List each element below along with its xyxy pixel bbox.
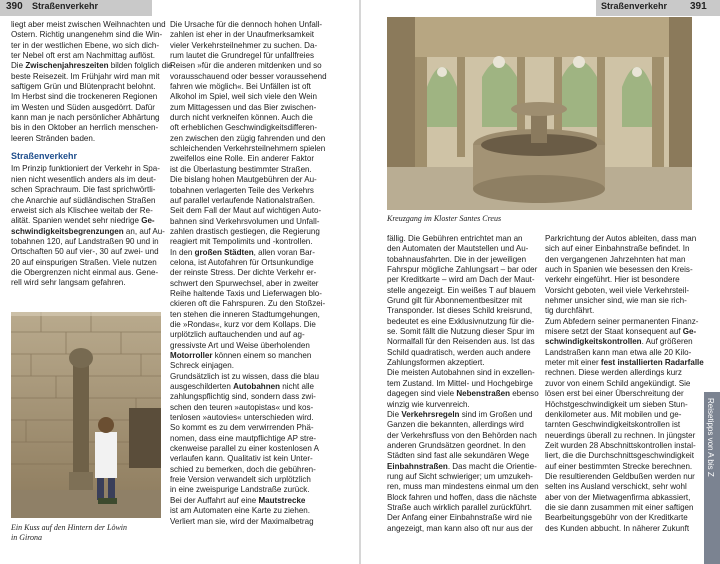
text-line: rechnen. Diese werden allerdings kurz	[545, 368, 682, 378]
text-line: Landstraßen kann man etwa alle 20 Kilo-	[545, 347, 692, 357]
text-line: Bei der Auffahrt auf eine Mautstrecke	[170, 495, 306, 505]
text-line: Parkrichtung der Autos ableiten, dass man	[545, 234, 697, 243]
text-line: die Obergrenzen nicht einmal aus. Gene-	[11, 267, 159, 277]
text-line: rell wird sehr langsam gefahren.	[11, 278, 126, 288]
text-line: ter Nebel oft erst am Nachmittag auflöst.	[11, 51, 156, 61]
text-line: vieler Verkehrsteilnehmer zu suchen. Da-	[170, 40, 318, 50]
text-line: celona, ist Autofahren für Ortsunkundige	[170, 257, 314, 267]
text-line: denkilometer aus. Mit mobilen und ge-	[545, 409, 682, 419]
text-line: Einbahnstraßen. Das macht die Orientie-	[387, 461, 537, 471]
text-line: ter in der westlichen Ebene, wo sich dich-	[11, 40, 160, 50]
text-line: dagegen sind viele Nebenstraßen ebenso	[387, 389, 539, 399]
text-line: auch in Spanien wie besessen den Kreis-	[545, 265, 693, 275]
text-line: im Westen und Süden ausgedörrt. Dafür	[11, 102, 155, 112]
text-line: erweist sich als Klischee weitab der Re-	[11, 205, 153, 215]
text-line: des Kunden abbucht. In näherer Zukunft	[545, 523, 690, 533]
left-col2-text	[170, 20, 327, 527]
right-running-head: Straßenverkehr	[601, 1, 668, 11]
left-column-1	[11, 20, 173, 289]
text-line: Ortschaften 50 auf vier-, 30 auf zwei- und	[11, 247, 159, 257]
text-line: Alkohol im Spiel, weil sich viele den Wein	[170, 92, 317, 102]
text-line: zen zwischen den zügig fahrenden und den	[170, 133, 326, 143]
text-line: Im Prinzip funktioniert der Verkehr in Spa-	[11, 164, 160, 174]
text-line: ten stehen die inneren Stadtumgehungen,	[170, 309, 320, 319]
text-line: che Anarchie auf südländischen Straßen	[11, 195, 156, 205]
text-line: Der Anfang einer Einbahnstraße wird nie	[387, 513, 532, 523]
text-line: leeren Stränden baden.	[11, 133, 96, 143]
left-column-2	[170, 20, 327, 527]
left-caption-line-1: Ein Kuss auf den Hintern der Löwin	[11, 523, 128, 532]
section-heading: Straßenverkehr	[11, 151, 78, 162]
text-line: Seit dem Fall der Maut auf wichtigen Auto-	[170, 206, 322, 216]
text-line: Bearbeitungsgebühr von der Kreditkarte	[545, 513, 688, 523]
left-header-bar	[0, 0, 152, 16]
text-line: Städten sind fast alle sekundären Wege	[387, 451, 530, 461]
text-line: lösen erst bei einer Überschreitung der	[545, 389, 684, 399]
text-line: Reihe haltende Taxis und Lieferwagen blo-	[170, 288, 322, 298]
text-line: durch nicht verkneifen können. Auch die	[170, 113, 313, 123]
text-line: den vergangenen Jahrzehnten hat man	[545, 254, 686, 264]
text-line: tobahnen 120, auf Landstraßen 90 und in	[11, 236, 159, 246]
side-thumb-tab	[704, 392, 720, 564]
text-line: Im Herbst sind die trockeneren Regionen	[11, 92, 158, 102]
text-line: Verliert man sie, wird der Maximalbetrag	[170, 516, 314, 526]
text-line: tenlosen »autovies« unterschieden wird.	[170, 413, 314, 423]
text-line: fahren wie möglich«. Bei Unfällen ist oft	[170, 82, 311, 92]
text-line: Zum Abfedern seiner permanenten Finanz-	[545, 316, 699, 326]
left-page-number: 390	[6, 1, 23, 12]
left-col1-section-text	[11, 164, 163, 288]
text-line: Die meisten Autobahnen sind in exzellen-	[387, 368, 535, 378]
text-line: ist die Überlastung bestimmter Straßen.	[170, 164, 312, 174]
text-line: Straße auch wirklich parallel zurückführt.	[387, 502, 532, 512]
text-line: Reisen »für die anderen mitdenken und so	[170, 61, 322, 71]
text-line: nehmer unsicher sind, wie man sie rich-	[545, 296, 687, 306]
text-line: liert, die die Durchschnittsgeschwindigkeit	[545, 451, 694, 461]
text-line: zum Mittagessen und das Bier zwischen-	[170, 102, 317, 112]
text-line: Transponder. Ist dieses Schild kreisrund,	[387, 306, 533, 316]
text-line: auf einer bestimmten Strecke berechnen.	[545, 461, 693, 471]
right-col1-text	[387, 234, 539, 534]
text-line: kann man je nach persönlicher Abhärtung	[11, 113, 160, 123]
text-line: Motorroller können einem so manchen	[170, 351, 312, 360]
text-line: nomen, dass eine mautpflichtige AP stre-	[170, 433, 317, 443]
text-line: schwindigkeitsbegrenzungen an, auf Au-	[11, 226, 165, 236]
text-line: alität. Spanien wendet sehr niedrige Ge-	[11, 216, 155, 226]
text-line: ausgeschilderten Autobahnen nicht alle	[170, 382, 315, 392]
text-line: die »Rondas«, kurz vor dem Kollaps. Die	[170, 319, 316, 329]
text-line: tobahnen verlagerten Teile des Verkehrs	[170, 185, 314, 195]
text-line: Grund gilt für Abonnementbesitzer mit	[387, 296, 523, 306]
text-line: zahlen ist eher in der Unaufmerksamkeit	[170, 30, 315, 40]
text-line: selten ins Ausland verschickt, sehr wohl	[545, 482, 687, 492]
text-line: der Verkehrsfluss von den Behörden nach	[387, 430, 537, 440]
text-line: reagiert mit Tempolimits und -kontrollen.	[170, 237, 313, 247]
text-line: der reinste Stress. Der dichte Verkehr er-	[170, 268, 317, 278]
text-line: tarnten Geschwindigkeitskontrollen ist	[545, 420, 681, 430]
text-line: meter mit einer fest installierten Radarfalle	[545, 358, 704, 368]
text-line: bis in den Oktober an herrlich menschen-	[11, 123, 159, 133]
text-line: liegt aber meist zwischen Weihnachten und	[11, 20, 166, 29]
text-line: die sie dann zusammen mit einer saftigen	[545, 502, 694, 512]
right-photo-caption: Kreuzgang im Kloster Santes Creus	[387, 214, 502, 223]
text-line: sich auf einer Einbahnstraße befindet. In	[545, 244, 690, 254]
text-line: schen Sprachraum. Die fast sprichwörtli-	[11, 185, 156, 195]
text-line: schwert den Spurwechsel, aber in zweiter	[170, 278, 319, 288]
text-line: ckieren oft die Fahrspuren. Zu den Stoßzei-	[170, 299, 326, 309]
text-line: Zeit wurden 28 Abschnittskontrollen instal-	[545, 440, 696, 450]
text-line: Die Verkehrsregeln sind im Großen und	[387, 409, 533, 419]
text-line: stelle angezeigt. Ein weißes T auf blauem	[387, 285, 536, 295]
text-line: Schild quadratisch, werden auch andere	[387, 347, 531, 357]
text-line: den Automaten der Mautstellen und Au-	[387, 244, 529, 254]
text-line: Höchstgeschwindigkeit um sieben Stun-	[545, 399, 688, 409]
photo-girona-lioness	[11, 312, 161, 518]
text-line: Fahrspur mögliche Zahlungsart – bar oder	[387, 265, 538, 275]
text-line: freie Version verwandelt sich urplötzlich	[170, 475, 311, 485]
text-line: So kommt es zu dem verwirrenden Phä-	[170, 423, 314, 433]
text-line: schied zu bemerken, doch die gebühren-	[170, 464, 316, 474]
text-line: vorausschauend oder besser voraussehend	[170, 71, 327, 81]
text-line: ren, muss man mindestens einmal um den	[387, 482, 539, 492]
text-line: gressivste Art und Weise überholenden	[170, 340, 310, 350]
text-line: Die Zwischenjahreszeiten bilden folglich die	[11, 61, 173, 71]
text-line: se. Somit fällt die Nutzung dieser Spur im	[387, 327, 535, 337]
text-line: schwindigkeitskontrollen. Auf größeren	[545, 337, 693, 347]
text-line: zahlungspflichtig sind, sondern dass zwi-	[170, 392, 316, 402]
text-line: rung auf Sicht schwieriger; um umzukeh-	[387, 471, 533, 481]
text-line: ist am Automaten eine Karte zu ziehen.	[170, 506, 311, 516]
text-line: schen den teuren »autopistas« und kos-	[170, 402, 314, 412]
text-line: 20 auf einspurigen Straßen. Viele nutzen	[11, 257, 157, 267]
side-tab-label: Reisetipps von A bis Z	[706, 398, 715, 477]
text-line: Ostern. Richtig unangenehm sind die Win-	[11, 30, 163, 40]
text-line: Block fahren und hoffen, dass die nächste	[387, 492, 537, 502]
text-line: In den großen Städten, allen voran Bar-	[170, 247, 315, 257]
text-line: fällig. Die Gebühren entrichtet man an	[387, 234, 523, 243]
text-line: urplötzlich auftauchenden und auf ag-	[170, 330, 305, 340]
text-line: Die Ursache für die dennoch hohen Unfall-	[170, 20, 323, 29]
text-line: Die resultierenden Geldbußen werden nur	[545, 471, 695, 481]
text-line: neuerdings überall zu rechnen. In jüngster	[545, 430, 696, 440]
text-line: Ganzen die bekannten, allerdings wird	[387, 420, 524, 430]
left-caption-line-2: in Girona	[11, 533, 43, 542]
right-page-number: 391	[690, 1, 707, 12]
text-line: winzig wie kurvenreich.	[387, 399, 470, 409]
text-line: auf parallel verlaufende Nationalstraßen.	[170, 195, 315, 205]
text-line: rum lautet die Grundregel für unfallfreies	[170, 51, 315, 61]
text-line: Normalfall für den Reisenden aus. Ist das	[387, 337, 535, 347]
text-line: verkehr eingeführt. Hier ist besondere	[545, 275, 680, 285]
right-column-2	[545, 234, 704, 534]
text-line: tem Zustand. Im Mittel- und Hochgebirge	[387, 378, 533, 388]
text-line: misere setzt der Staat konsequent auf Ge-	[545, 327, 697, 337]
left-col1-top-text	[11, 20, 173, 144]
text-line: zuvor von einem Schild angekündigt. Sie	[545, 378, 691, 388]
text-line: aber von der Mietwagenfirma abkassiert,	[545, 492, 691, 502]
text-line: anderen Grundsätzen geordnet. In den	[387, 440, 526, 450]
text-line: tig durchfährt.	[545, 306, 595, 316]
text-line: in eine zweispurige Landstraße zurück.	[170, 485, 310, 495]
text-line: bedeutet es eine Exklusivnutzung für die-	[387, 316, 535, 326]
text-line: oft erheblichen Geschwindigkeitsdifferen-	[170, 123, 318, 133]
text-line: Grundsätzlich ist zu wissen, dass die blau	[170, 371, 319, 381]
photo-santes-creus-cloister	[387, 17, 692, 210]
text-line: saftigem Grün und Blütenpracht belohnt.	[11, 82, 156, 92]
text-line: nien nicht wesentlich anders als im deut-	[11, 174, 156, 184]
text-line: Die bislang hohen Mautgebühren der Au-	[170, 175, 317, 185]
right-column-1	[387, 234, 539, 534]
text-line: Zahlungsformen akzeptiert.	[387, 358, 485, 368]
left-photo-caption	[11, 523, 171, 543]
right-header-bar	[596, 0, 720, 16]
text-line: zweifellos eine Rolle. Ein anderer Faktor	[170, 154, 315, 164]
text-line: verlaufen kann. Qualitativ ist kein Unter-	[170, 454, 313, 464]
right-page	[360, 0, 720, 564]
text-line: bahnen sind Verkehrsvolumen und Unfall-	[170, 216, 320, 226]
right-col2-text	[545, 234, 704, 534]
text-line: per Kreditkarte – wird am Dach der Maut-	[387, 275, 535, 285]
text-line: tobahnausfahrten. Die in der jeweiligen	[387, 254, 527, 264]
text-line: angezeigt, man kann also oft nur aus der	[387, 523, 533, 533]
left-running-head: Straßenverkehr	[32, 1, 99, 11]
text-line: Schreck einjagen.	[170, 361, 234, 371]
text-line: ckenweise parallel zu einer kostenlosen A	[170, 444, 319, 454]
text-line: Vorsicht geboten, weil viele Verkehrsteil-	[545, 285, 690, 295]
text-line: beste Reisezeit. Im Frühjahr wird man mit	[11, 71, 160, 81]
text-line: zahlen drastisch gestiegen, die Regierung	[170, 226, 320, 236]
text-line: schleichenden Verkehrsteilnehmern spielen	[170, 144, 326, 154]
